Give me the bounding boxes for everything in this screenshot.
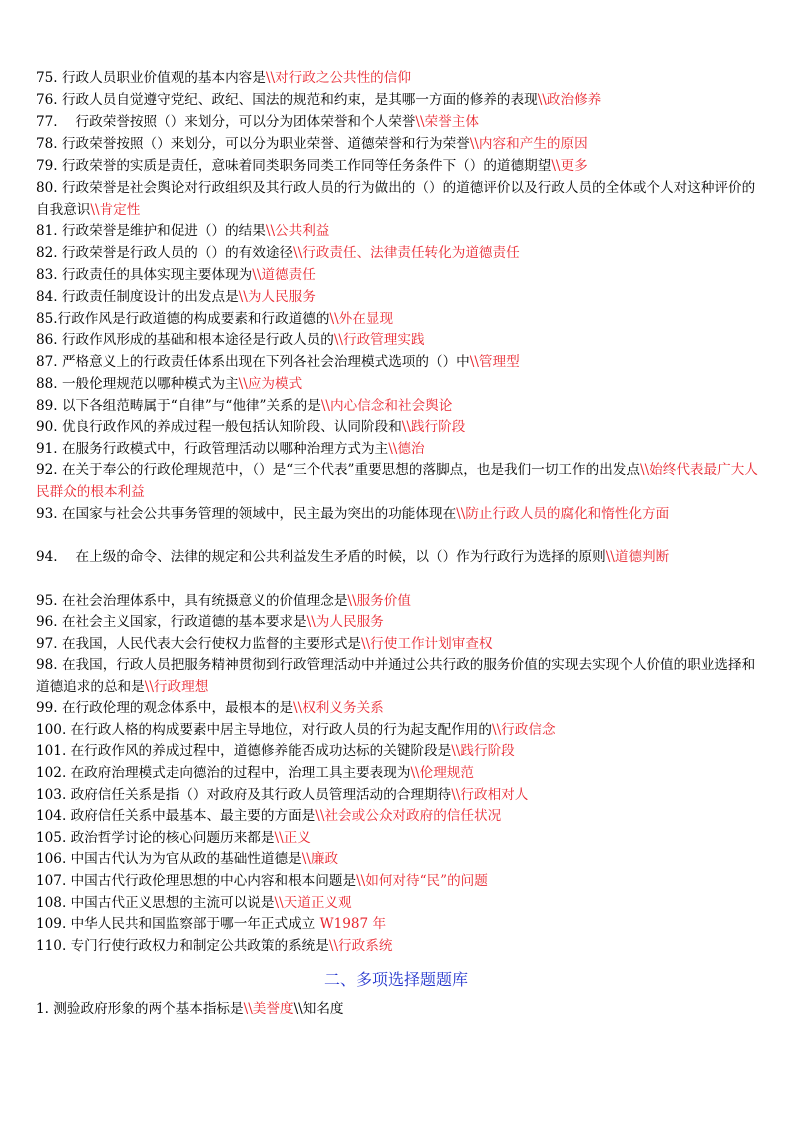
question-77: 77. 行政荣誉按照（）来划分，可以分为团体荣誉和个人荣誉\\荣誉主体: [36, 114, 479, 130]
question-108: 108. 中国古代正义思想的主流可以说是\\天道正义观: [36, 895, 352, 911]
answer-83: \\道德责任: [252, 267, 316, 283]
question-89: 89. 以下各组范畴属于“自律”与“他律”关系的是\\内心信念和社会舆论: [36, 398, 453, 414]
question-107: 107. 中国古代行政伦理思想的中心内容和根本问题是\\如何对待“民”的问题: [36, 873, 488, 889]
answer-91: \\德治: [388, 441, 425, 457]
question-76: 76. 行政人员自觉遵守党纪、政纪、国法的规范和约束，是其哪一方面的修养的表现\\政治修养: [36, 92, 602, 108]
question-93: 93. 在国家与社会公共事务管理的领域中，民主最为突出的功能体现在\\防止行政人员的腐化和惰性化方面: [36, 506, 670, 522]
question-79: 79. 行政荣誉的实质是责任，意味着同类职务同类工作同等任务条件下（）的道德期望\\更多: [36, 158, 588, 174]
answer-105: \\正义: [274, 830, 311, 846]
answer-101: \\践行阶段: [451, 743, 515, 759]
answer-107: \\如何对待“民”的问题: [356, 873, 488, 889]
answer-78: \\内容和产生的原因: [469, 136, 588, 152]
question-86: 86. 行政作风形成的基础和根本途径是行政人员的\\行政管理实践: [36, 332, 425, 348]
question-103: 103. 政府信任关系是指（）对政府及其行政人员管理活动的合理期待\\行政相对人: [36, 787, 529, 803]
answer-89: \\内心信念和社会舆论: [320, 398, 453, 414]
question-92: 92. 在关于奉公的行政伦理规范中，（）是“三个代表”重要思想的落脚点，也是我们一切工作的出发点\\始终代表最广大人民群众的根本利益: [36, 462, 758, 500]
answer-86: \\行政管理实践: [333, 332, 425, 348]
question-78: 78. 行政荣誉按照（）来划分，可以分为职业荣誉、道德荣誉和行为荣誉\\内容和产生的原因: [36, 136, 588, 152]
question-83: 83. 行政责任的具体实现主要体现为\\道德责任: [36, 267, 316, 283]
answer-93: \\防止行政人员的腐化和惰性化方面: [456, 506, 670, 522]
answer-80: \\肯定性: [90, 201, 141, 218]
answer-109: W1987 年: [315, 916, 387, 932]
question-84: 84. 行政责任制度设计的出发点是\\为人民服务: [36, 289, 316, 305]
question-102: 102. 在政府治理模式走向德治的过程中，治理工具主要表现为\\伦理规范: [36, 765, 474, 781]
question-91: 91. 在服务行政模式中，行政管理活动以哪种治理方式为主\\德治: [36, 441, 425, 457]
question-101: 101. 在行政作风的养成过程中，道德修养能否成功达标的关键阶段是\\践行阶段: [36, 743, 515, 759]
answer-81: \\公共利益: [265, 223, 330, 239]
answer-90: \\践行阶段: [401, 419, 466, 435]
mc-question-1: 1. 测验政府形象的两个基本指标是\\美誉度\\知名度: [36, 1001, 344, 1017]
answer-82: \\行政责任、法律责任转化为道德责任: [293, 245, 520, 261]
answer-92: \\始终代表最广大人民群众的根本利益: [36, 462, 758, 500]
question-85: 85.行政作风是行政道德的构成要素和行政道德的\\外在显现: [36, 311, 394, 327]
question-100: 100. 在行政人格的构成要素中居主导地位，对行政人员的行为起支配作用的\\行政信念: [36, 722, 556, 738]
answer-99: \\权利义务关系: [293, 700, 384, 716]
answer-100: \\行政信念: [492, 722, 556, 738]
question-80: 80. 行政荣誉是社会舆论对行政组织及其行政人员的行为做出的（）的道德评价以及行政人员的全体或个人对这种评价的自我意识\\肯定性: [36, 180, 756, 218]
answer-96: \\为人民服务: [306, 614, 384, 630]
question-96: 96. 在社会主义国家，行政道德的基本要求是\\为人民服务: [36, 614, 384, 630]
answer-79: \\更多: [551, 158, 588, 174]
answer-102: \\伦理规范: [410, 765, 474, 781]
answer-75: \\对行政之公共性的信仰: [265, 70, 411, 86]
answer-94: \\道德判断: [605, 549, 670, 565]
question-97: 97. 在我国，人民代表大会行使权力监督的主要形式是\\行使工作计划审查权: [36, 636, 493, 652]
section-heading: 二、多项选择题题库: [323, 970, 468, 989]
question-106: 106. 中国古代认为为官从政的基础性道德是\\廉政: [36, 851, 339, 867]
question-82: 82. 行政荣誉是行政人员的（）的有效途径\\行政责任、法律责任转化为道德责任: [36, 245, 520, 261]
answer-77: \\荣誉主体: [415, 114, 479, 130]
question-99: 99. 在行政伦理的观念体系中，最根本的是\\权利义务关系: [36, 700, 384, 716]
answer-98: \\行政理想: [144, 678, 209, 695]
answer-87: \\管理型: [469, 354, 520, 370]
question-105: 105. 政治哲学讨论的核心问题历来都是\\正义: [36, 830, 311, 846]
question-90: 90. 优良行政作风的养成过程一般包括认知阶段、认同阶段和\\践行阶段: [36, 419, 466, 435]
answer-85: \\外在显现: [329, 311, 394, 327]
question-75: 75. 行政人员职业价值观的基本内容是\\对行政之公共性的信仰: [36, 70, 411, 86]
question-88: 88. 一般伦理规范以哪种模式为主\\应为模式: [36, 376, 303, 392]
mc-answer-1a: \\美誉度: [243, 1001, 294, 1017]
answer-76: \\政治修养: [537, 92, 602, 108]
answer-104: \\社会或公众对政府的信任状况: [315, 808, 502, 824]
question-94: 94. 在上级的命令、法律的规定和公共利益发生矛盾的时候，以（）作为行政行为选择的原则\\道德判断: [36, 549, 670, 565]
question-104: 104. 政府信任关系中最基本、最主要的方面是\\社会或公众对政府的信任状况: [36, 808, 502, 824]
answer-108: \\天道正义观: [274, 895, 352, 911]
answer-84: \\为人民服务: [238, 289, 316, 305]
question-110: 110. 专门行使行政权力和制定公共政策的系统是\\行政系统: [36, 938, 393, 954]
question-81: 81. 行政荣誉是维护和促进（）的结果\\公共利益: [36, 223, 330, 239]
question-95: 95. 在社会治理体系中，具有统摄意义的价值理念是\\服务价值: [36, 593, 411, 609]
answer-103: \\行政相对人: [451, 787, 529, 803]
answer-110: \\行政系统: [328, 938, 393, 954]
answer-97: \\行使工作计划审查权: [361, 636, 493, 652]
answer-106: \\廉政: [301, 851, 339, 867]
question-87: 87. 严格意义上的行政责任体系出现在下列各社会治理模式选项的（）中\\管理型: [36, 354, 520, 370]
question-98: 98. 在我国，行政人员把服务精神贯彻到行政管理活动中并通过公共行政的服务价值的实现去实现个人价值的职业选择和道德追求的总和是\\行政理想: [36, 657, 756, 695]
answer-95: \\服务价值: [347, 593, 411, 609]
mc-answer-1b: \\知名度: [293, 1001, 344, 1017]
question-109: 109. 中华人民共和国监察部于哪一年正式成立 W1987 年: [36, 916, 387, 932]
answer-88: \\应为模式: [238, 376, 303, 392]
